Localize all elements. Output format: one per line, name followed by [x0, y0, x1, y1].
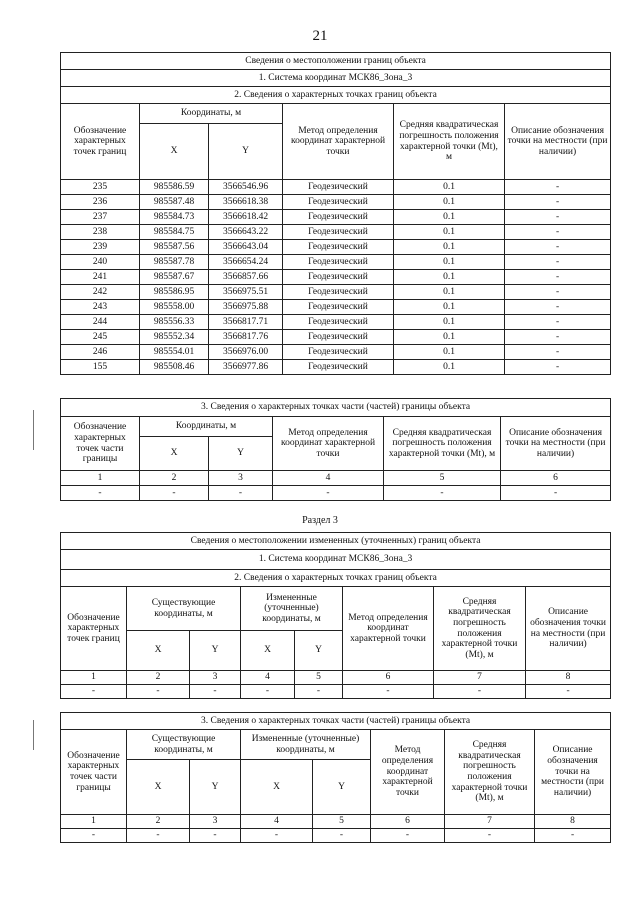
table-row	[61, 270, 611, 285]
col-method-header: Метод определения координат характерной точки	[273, 417, 384, 471]
col-error-header: Средняя квадратическая погрешность положения характерной точки (Mt), м	[445, 730, 535, 815]
table-cell: -	[505, 240, 611, 255]
col-y-header: Y	[295, 631, 343, 671]
table-cell: 0.1	[394, 315, 505, 330]
table-row	[61, 210, 611, 225]
table-cell: 3566817.76	[209, 330, 283, 345]
table-row	[61, 225, 611, 240]
table-cell: Геодезический	[283, 240, 394, 255]
table-cell: 985508.46	[140, 360, 209, 375]
col-desc-header: Описание обозначения точки на местности (при наличии)	[505, 104, 611, 180]
table-row: - - - - - - - -	[61, 829, 611, 843]
table-cell: 0.1	[394, 225, 505, 240]
table-cell: 985584.73	[140, 210, 209, 225]
table-title: 3. Сведения о характерных точках части (частей) границы объекта	[61, 713, 611, 730]
table-cell: 238	[61, 225, 140, 240]
col-changed-header: Измененные (уточненные) координаты, м	[241, 730, 371, 760]
table-cell: Геодезический	[283, 285, 394, 300]
table-cell: 0.1	[394, 285, 505, 300]
table-cell: 243	[61, 300, 140, 315]
table-cell: Геодезический	[283, 195, 394, 210]
table-row: 1 2 3 4 5 6 7 8	[61, 671, 611, 685]
col-x-header: X	[127, 631, 190, 671]
table-cell: 244	[61, 315, 140, 330]
table-cell: Геодезический	[283, 345, 394, 360]
changed-boundary-table	[60, 532, 611, 699]
table-cell: 985558.00	[140, 300, 209, 315]
table-cell: 985584.75	[140, 225, 209, 240]
col-y-header: Y	[190, 631, 241, 671]
table-cell: 241	[61, 270, 140, 285]
table-cell: 0.1	[394, 270, 505, 285]
table-cell: 0.1	[394, 180, 505, 195]
table-cell: Геодезический	[283, 300, 394, 315]
table-cell: 0.1	[394, 330, 505, 345]
table-cell: 985587.78	[140, 255, 209, 270]
table-cell: Геодезический	[283, 210, 394, 225]
table-cell: Геодезический	[283, 360, 394, 375]
col-error-header: Средняя квадратическая погрешность положения характерной точки (Mt), м	[384, 417, 501, 471]
table-row: 1 2 3 4 5 6	[61, 471, 611, 486]
col-y-header: Y	[313, 760, 371, 815]
table-cell: 235	[61, 180, 140, 195]
table-cell: 985552.34	[140, 330, 209, 345]
table-cell: 3566643.22	[209, 225, 283, 240]
section-heading: 2. Сведения о характерных точках границ объекта	[61, 570, 611, 587]
table-cell: 3566975.51	[209, 285, 283, 300]
table-row	[61, 360, 611, 375]
col-x-header: X	[241, 760, 313, 815]
col-coords-header: Координаты, м	[140, 104, 283, 124]
scan-mark	[33, 720, 34, 750]
table-cell: Геодезический	[283, 225, 394, 240]
col-x-header: X	[140, 437, 209, 471]
table-cell: 242	[61, 285, 140, 300]
table-cell: 3566817.71	[209, 315, 283, 330]
table-cell: 3566654.24	[209, 255, 283, 270]
scan-mark	[33, 410, 34, 450]
table-cell: 3566546.96	[209, 180, 283, 195]
table-cell: Геодезический	[283, 315, 394, 330]
table-cell: Геодезический	[283, 330, 394, 345]
col-desc-header: Описание обозначения точки на местности (при наличии)	[526, 587, 611, 671]
table-cell: Геодезический	[283, 270, 394, 285]
table-cell: 985556.33	[140, 315, 209, 330]
table-cell: -	[505, 180, 611, 195]
table-cell: 0.1	[394, 255, 505, 270]
part-boundary-points-table	[60, 398, 611, 501]
table-cell: -	[505, 195, 611, 210]
table-row	[61, 255, 611, 270]
col-existing-header: Существующие координаты, м	[127, 730, 241, 760]
table-cell: Геодезический	[283, 180, 394, 195]
table-cell: 0.1	[394, 345, 505, 360]
section-label: Раздел 3	[302, 515, 338, 526]
table-cell: 245	[61, 330, 140, 345]
table-row	[61, 285, 611, 300]
table-cell: -	[505, 255, 611, 270]
table-cell: -	[505, 225, 611, 240]
table-cell: -	[505, 315, 611, 330]
col-point-header: Обозначение характерных точек границ	[61, 587, 127, 671]
table-row	[61, 345, 611, 360]
col-error-header: Средняя квадратическая погрешность положения характерной точки (Mt), м	[394, 104, 505, 180]
page-number: 21	[312, 28, 328, 44]
table-cell: 985586.95	[140, 285, 209, 300]
col-y-header: Y	[209, 124, 283, 180]
table-cell: -	[505, 270, 611, 285]
table-cell: 3566643.04	[209, 240, 283, 255]
col-desc-header: Описание обозначения точки на местности (при наличии)	[535, 730, 611, 815]
table-cell: 0.1	[394, 360, 505, 375]
table-cell: 0.1	[394, 240, 505, 255]
col-point-header: Обозначение характерных точек части границы	[61, 730, 127, 815]
table-cell: 0.1	[394, 210, 505, 225]
coordinate-system: 1. Система координат МСК86_Зона_3	[61, 550, 611, 570]
col-coords-header: Координаты, м	[140, 417, 273, 437]
table-cell: 246	[61, 345, 140, 360]
col-method-header: Метод определения координат характерной точки	[343, 587, 434, 671]
table-cell: -	[505, 345, 611, 360]
table-row	[61, 330, 611, 345]
table-cell: 985587.56	[140, 240, 209, 255]
col-error-header: Средняя квадратическая погрешность положения характерной точки (Mt), м	[434, 587, 526, 671]
table-cell: 0.1	[394, 195, 505, 210]
table-cell: 985587.48	[140, 195, 209, 210]
boundary-points-table	[60, 52, 611, 375]
col-method-header: Метод определения координат характерной точки	[283, 104, 394, 180]
table-row	[61, 315, 611, 330]
table-row	[61, 195, 611, 210]
table-cell: 3566975.88	[209, 300, 283, 315]
table-cell: 239	[61, 240, 140, 255]
coordinate-system: 1. Система координат МСК86_Зона_3	[61, 70, 611, 87]
table-cell: 155	[61, 360, 140, 375]
table-cell: 3566857.66	[209, 270, 283, 285]
col-existing-header: Существующие координаты, м	[127, 587, 241, 631]
col-x-header: X	[140, 124, 209, 180]
col-x-header: X	[127, 760, 190, 815]
table-cell: 985554.01	[140, 345, 209, 360]
table-cell: Геодезический	[283, 255, 394, 270]
table-cell: 3566618.42	[209, 210, 283, 225]
table-cell: 236	[61, 195, 140, 210]
table-cell: -	[505, 210, 611, 225]
table-cell: 0.1	[394, 300, 505, 315]
table-title: Сведения о местоположении границ объекта	[61, 53, 611, 70]
col-y-header: Y	[190, 760, 241, 815]
table-row: - - - - - -	[61, 486, 611, 501]
table-cell: -	[505, 330, 611, 345]
table-row	[61, 300, 611, 315]
table-cell: 240	[61, 255, 140, 270]
col-point-header: Обозначение характерных точек части границы	[61, 417, 140, 471]
table-cell: 3566618.38	[209, 195, 283, 210]
table-cell: 3566976.00	[209, 345, 283, 360]
table-cell: -	[505, 360, 611, 375]
table-cell: 985586.59	[140, 180, 209, 195]
col-y-header: Y	[209, 437, 273, 471]
table-row	[61, 180, 611, 195]
table-row	[61, 240, 611, 255]
section-heading: 2. Сведения о характерных точках границ объекта	[61, 87, 611, 104]
table-cell: 985587.67	[140, 270, 209, 285]
table-cell: 3566977.86	[209, 360, 283, 375]
col-point-header: Обозначение характерных точек границ	[61, 104, 140, 180]
table-title: 3. Сведения о характерных точках части (частей) границы объекта	[61, 399, 611, 417]
table-title: Сведения о местоположении измененных (уточненных) границ объекта	[61, 533, 611, 550]
col-x-header: X	[241, 631, 295, 671]
table-cell: -	[505, 285, 611, 300]
col-desc-header: Описание обозначения точки на местности (при наличии)	[501, 417, 611, 471]
table-row: - - - - - - - -	[61, 685, 611, 699]
table-row: 1 2 3 4 5 6 7 8	[61, 815, 611, 829]
table-cell: -	[505, 300, 611, 315]
col-method-header: Метод определения координат характерной точки	[371, 730, 445, 815]
table-cell: 237	[61, 210, 140, 225]
col-changed-header: Измененные (уточненные) координаты, м	[241, 587, 343, 631]
changed-part-boundary-table	[60, 712, 611, 843]
